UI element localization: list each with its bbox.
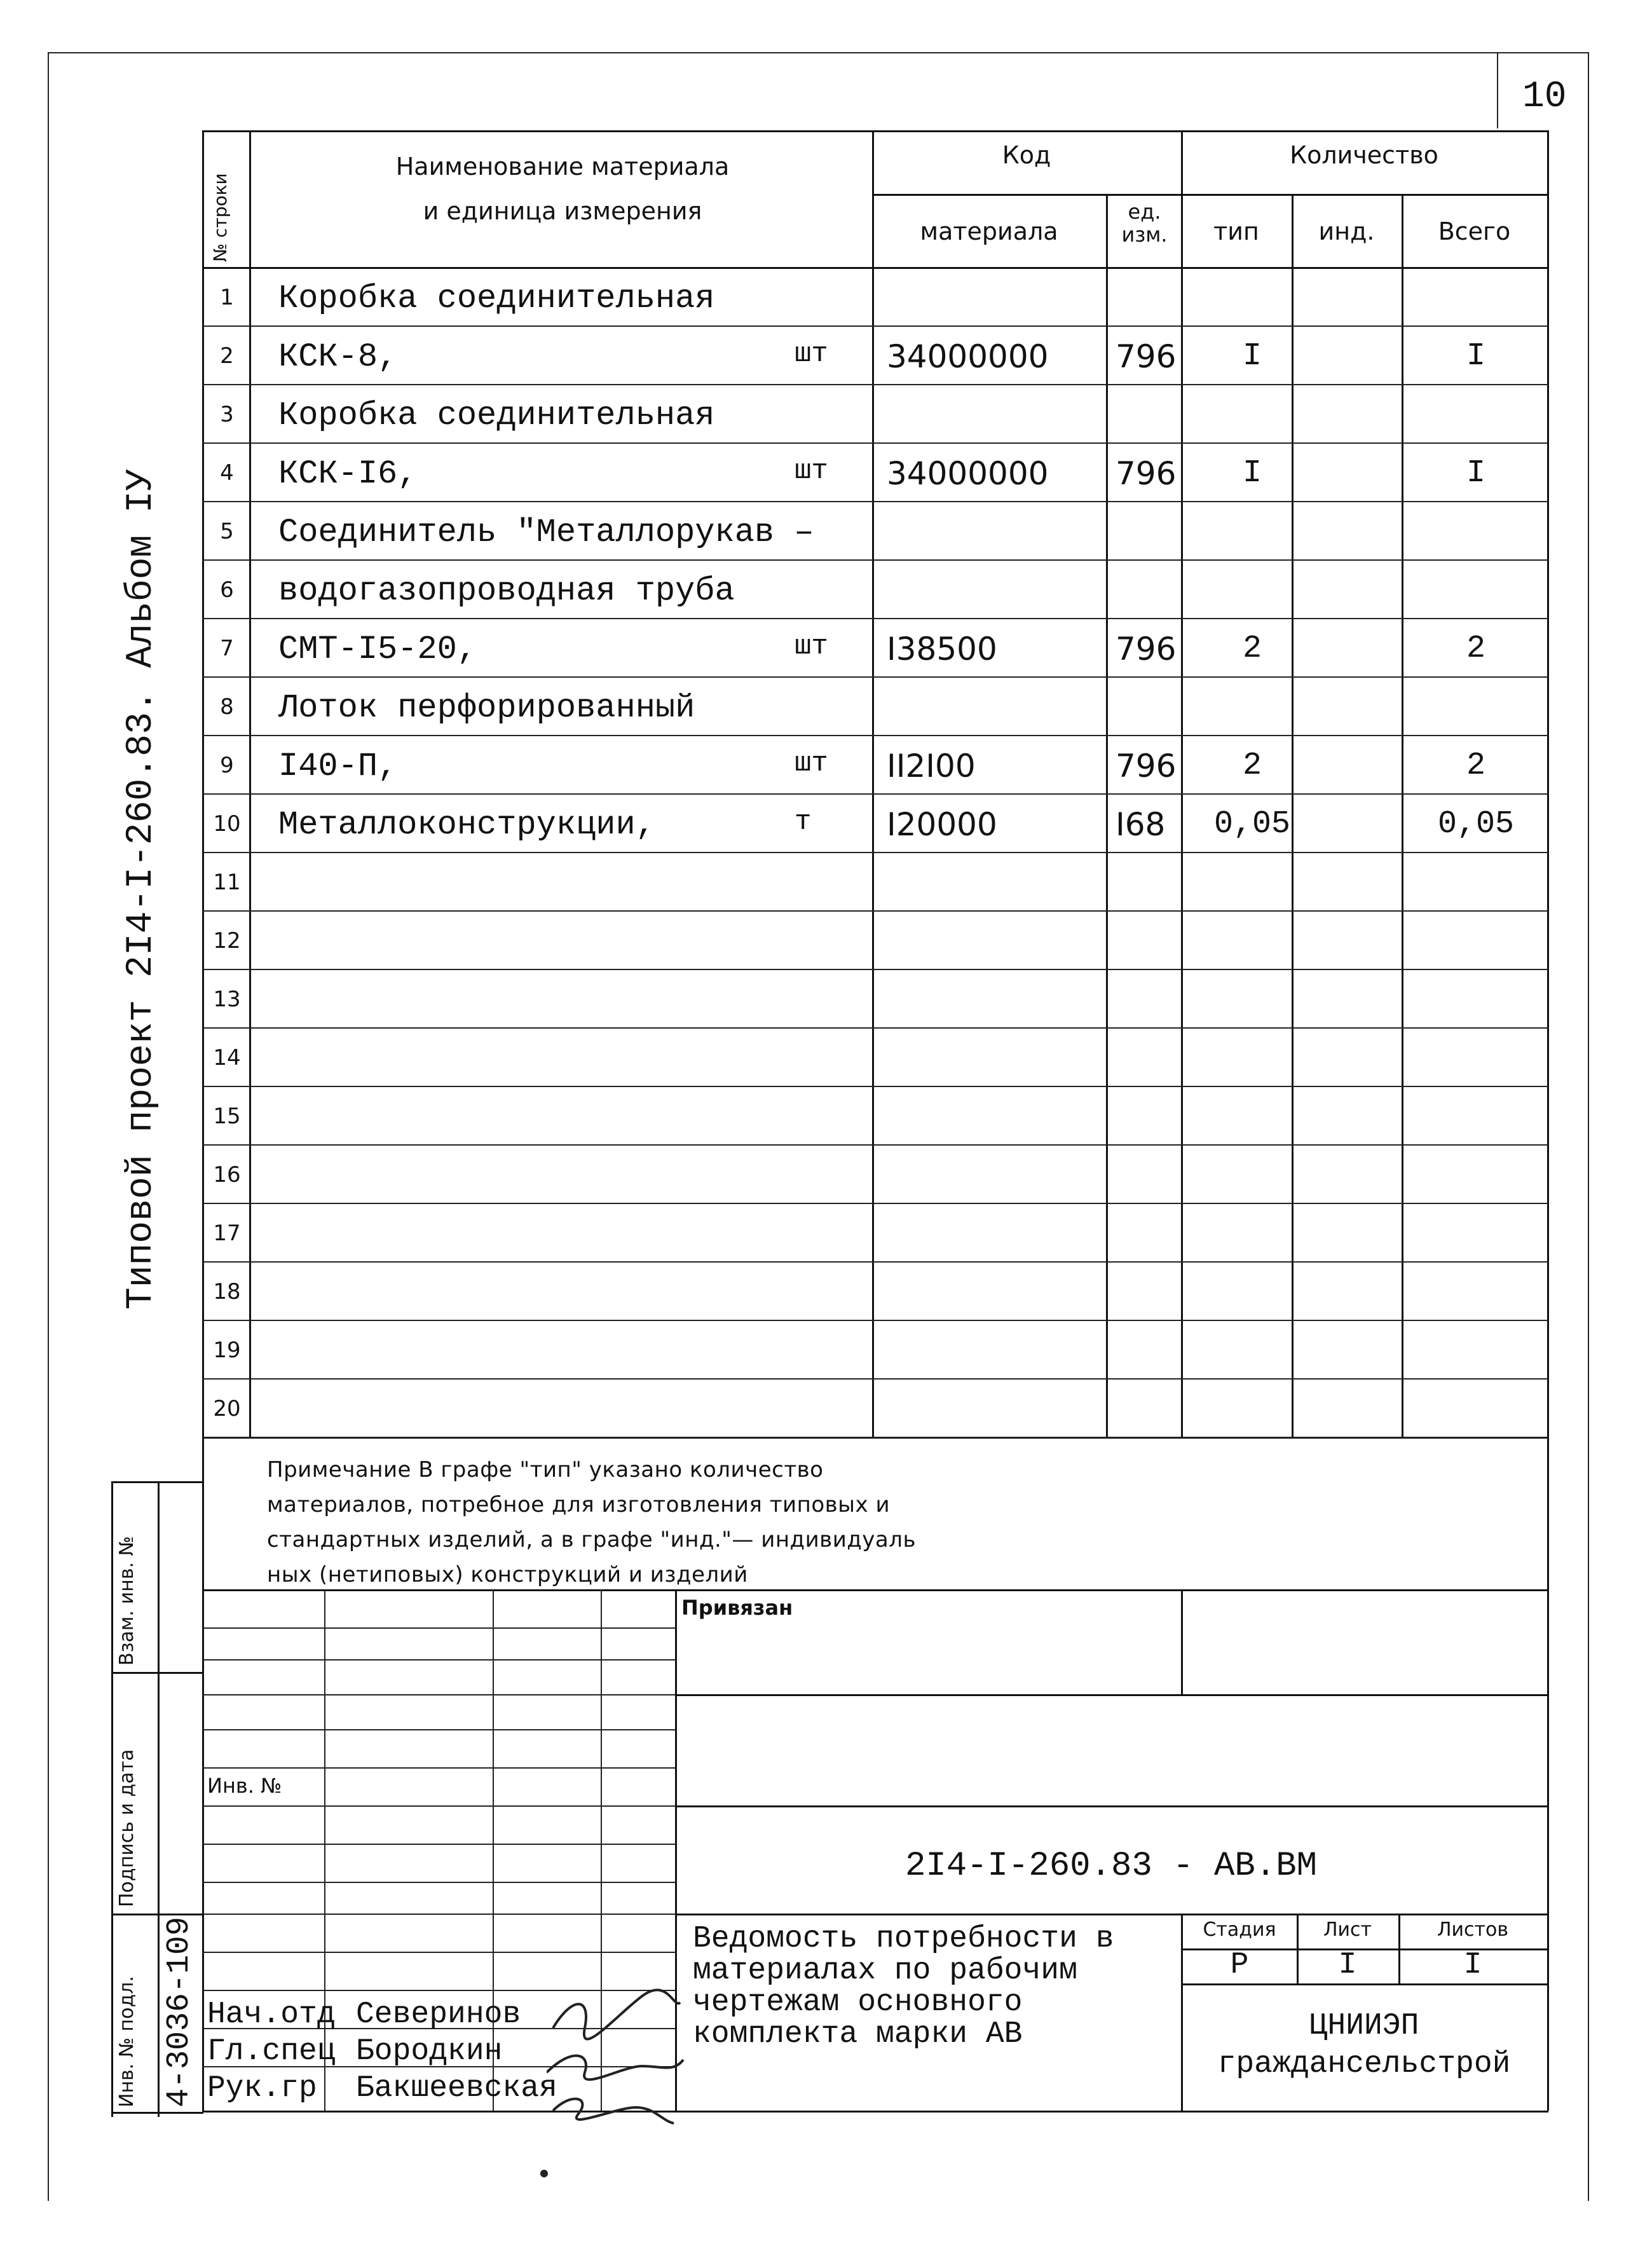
row-number: 13 — [213, 987, 241, 1012]
row-total-qty: 2 — [1466, 748, 1485, 784]
row-number: 3 — [220, 402, 234, 427]
stamp-top — [202, 1589, 1548, 1591]
stamp-privyazan: Привязан — [681, 1596, 793, 1620]
row-name: Коробка соединительная — [278, 280, 715, 317]
stamp-bottom — [202, 2111, 1548, 2113]
margin-inv-podl: Инв. № подл. — [116, 1976, 138, 2107]
stamp-sheets: I — [1463, 1948, 1482, 1982]
stamp-grid-row-2 — [202, 1694, 675, 1695]
stamp-sheets-label: Листов — [1437, 1919, 1509, 1941]
role-1-name: Северинов — [356, 1997, 521, 2032]
table-top — [202, 130, 1548, 132]
row-separator — [202, 1437, 1548, 1438]
role-3-name: Бакшеевская — [356, 2071, 557, 2106]
stamp-org-line-1: ЦНИИЭП — [1309, 2009, 1419, 2043]
stamp-grid-row-8 — [202, 1914, 675, 1915]
row-separator — [202, 1261, 1548, 1263]
note — [267, 1453, 916, 1592]
row-number: 12 — [213, 928, 241, 954]
row-separator — [202, 618, 1548, 619]
note-line-3: стандартных изделий, а в графе "инд."— индивидуаль — [267, 1527, 917, 1552]
row-unit: т — [795, 806, 812, 838]
row-number: 14 — [213, 1045, 241, 1071]
row-code: 34000000 — [887, 455, 1049, 492]
row-type-qty: I — [1242, 338, 1262, 374]
row-separator — [202, 1203, 1548, 1204]
col-line-3 — [1106, 194, 1108, 1437]
row-number: 6 — [220, 577, 234, 603]
row-unit: шт — [795, 455, 828, 487]
row-total-qty: 0,05 — [1437, 806, 1515, 842]
header-qty-ind: инд. — [1318, 217, 1375, 245]
row-code: I20000 — [887, 806, 997, 843]
stamp-privyazan-divider — [1181, 1589, 1183, 1694]
row-separator — [202, 735, 1548, 736]
role-1: Нач.отд — [207, 1997, 336, 2032]
table-left — [202, 130, 204, 2111]
stamp-sheet: I — [1338, 1948, 1357, 1982]
margin-left-line — [111, 1481, 113, 2117]
row-separator — [202, 1086, 1548, 1087]
row-type-qty: I — [1242, 455, 1262, 491]
stamp-stage: Р — [1230, 1948, 1249, 1982]
margin-vzam: Взам. инв. № — [116, 1536, 138, 1666]
row-separator — [202, 559, 1548, 561]
row-total-qty: 2 — [1466, 631, 1485, 667]
signature-3 — [553, 2099, 674, 2123]
row-uom: 796 — [1116, 455, 1177, 492]
stamp-grid-row-7 — [202, 1882, 675, 1883]
row-number: 4 — [220, 460, 234, 486]
header-code-unit: ед. изм. — [1121, 200, 1168, 247]
stamp-inv-no: Инв. № — [207, 1774, 282, 1798]
row-number: 9 — [220, 753, 234, 778]
margin-podpis: Подпись и дата — [116, 1749, 138, 1907]
outer-border-right — [1588, 52, 1589, 2201]
stamp-title — [693, 1923, 1114, 2050]
row-separator — [202, 1378, 1548, 1380]
row-separator — [202, 1144, 1548, 1146]
row-number: 7 — [220, 636, 234, 661]
header-name-line1: Наименование материала — [395, 153, 730, 181]
stamp-line-1 — [675, 1694, 1547, 1696]
margin-line-1 — [111, 1672, 203, 1674]
margin-top-line — [111, 1481, 203, 1483]
row-separator — [202, 793, 1548, 795]
row-separator — [202, 969, 1548, 970]
header-bottom-line — [202, 267, 1548, 269]
row-separator — [202, 1320, 1548, 1321]
stamp-line-3 — [675, 1914, 1547, 1915]
header-quantity: Количество — [1290, 141, 1438, 169]
row-uom: I68 — [1116, 806, 1166, 843]
stamp-grid-row-5 — [202, 1805, 675, 1807]
stamp-doc-code: 2I4-I-260.83 - АВ.ВМ — [905, 1847, 1318, 1886]
header-code-material: материала — [920, 217, 1058, 245]
stamp-right — [1547, 1589, 1549, 2111]
row-number: 1 — [220, 285, 234, 310]
stamp-grid-col-0 — [324, 1589, 325, 2111]
outer-border-left — [48, 52, 49, 2201]
row-total-qty: I — [1466, 338, 1485, 374]
page-number: 10 — [1522, 76, 1567, 118]
row-type-qty: 2 — [1242, 631, 1262, 667]
row-separator — [202, 852, 1548, 853]
stamp-title-line-2: материалах по рабочим — [693, 1954, 1077, 1988]
signatures — [547, 1971, 686, 2136]
role-3: Рук.гр — [207, 2071, 317, 2106]
row-code: I38500 — [887, 631, 997, 668]
row-unit: шт — [795, 631, 828, 662]
row-name: Лоток перфорированный — [278, 689, 695, 727]
row-name: КСК-8, — [278, 338, 398, 376]
col-line-6 — [1402, 194, 1403, 1437]
margin-bottom-line — [111, 2112, 203, 2114]
margin-line-2 — [111, 1914, 203, 1915]
outer-border-top — [48, 52, 1589, 53]
row-number: 11 — [213, 870, 241, 895]
note-line-4: ных (нетиповых) конструкций и изделий — [267, 1562, 748, 1587]
page-number-divider — [1497, 52, 1498, 128]
stamp-grid-row-0 — [202, 1627, 675, 1629]
role-2-name: Бородкин — [356, 2034, 503, 2069]
row-number: 15 — [213, 1104, 241, 1129]
row-separator — [202, 676, 1548, 678]
stamp-line-2 — [675, 1805, 1547, 1807]
header-name-line2: и единица измерения — [423, 197, 702, 225]
row-name: Коробка соединительная — [278, 397, 715, 434]
stamp-stage-label: Стадия — [1203, 1919, 1276, 1941]
stamp-grid-row-3 — [202, 1729, 675, 1730]
signature-1 — [553, 1990, 680, 2039]
stamp-title-line-4: комплекта марки АВ — [693, 2017, 1023, 2051]
stamp-grid-row-4 — [202, 1767, 675, 1769]
row-unit: шт — [795, 338, 828, 370]
row-number: 16 — [213, 1162, 241, 1188]
stamp-title-line-3: чертежам основного — [693, 1985, 1023, 2020]
header-row-number: № строки — [210, 173, 231, 262]
header-qty-total: Всего — [1438, 217, 1511, 245]
margin-inv-podl-value: 4-3036-109 — [161, 1916, 198, 2107]
punch-dot — [540, 2170, 548, 2177]
row-uom: 796 — [1116, 748, 1177, 784]
row-separator — [202, 325, 1548, 327]
row-unit: шт — [795, 748, 828, 779]
row-number: 20 — [213, 1396, 241, 1421]
row-number: 19 — [213, 1338, 241, 1363]
row-name: СМТ-I5-20, — [278, 631, 477, 668]
stamp-title-line-1: Ведомость потребности в — [693, 1922, 1114, 1956]
row-code: 34000000 — [887, 338, 1049, 375]
role-2: Гл.спец — [207, 2034, 336, 2069]
row-type-qty: 2 — [1242, 748, 1262, 784]
row-name: Соединитель "Металлорукав – — [278, 514, 814, 551]
row-name: Металлоконструкции, — [278, 806, 655, 844]
note-line-2: материалов, потребное для изготовления типовых и — [267, 1492, 891, 1517]
stamp-grid-row-9 — [202, 1952, 675, 1953]
row-code: II2I00 — [887, 748, 976, 784]
row-separator — [202, 442, 1548, 444]
row-number: 5 — [220, 519, 234, 544]
header-sub-line — [872, 194, 1547, 196]
row-uom: 796 — [1116, 631, 1177, 668]
side-title: Типовой проект 2I4-I-260.83. Альбом IУ — [121, 469, 162, 1310]
stamp-grid-col-1 — [493, 1589, 494, 2111]
row-number: 18 — [213, 1279, 241, 1305]
row-number: 2 — [220, 343, 234, 369]
row-name: I40-П, — [278, 748, 398, 785]
row-name: КСК-I6, — [278, 455, 418, 493]
row-separator — [202, 384, 1548, 385]
row-separator — [202, 501, 1548, 502]
stamp-org-line-2: граждансельстрой — [1217, 2047, 1511, 2081]
stamp-grid-row-1 — [202, 1659, 675, 1661]
row-number: 8 — [220, 694, 234, 720]
margin-mid-line — [158, 1481, 160, 2117]
row-separator — [202, 1027, 1548, 1029]
stamp-stage-bottom — [1181, 1983, 1547, 1985]
row-number: 17 — [213, 1221, 241, 1246]
row-uom: 796 — [1116, 338, 1177, 375]
header-qty-type: тип — [1213, 217, 1259, 245]
stamp-sheet-label: Лист — [1323, 1919, 1372, 1941]
row-name: водогазопроводная труба — [278, 572, 735, 610]
stamp-grid-row-6 — [202, 1844, 675, 1845]
row-number: 10 — [213, 811, 241, 837]
row-separator — [202, 910, 1548, 912]
row-total-qty: I — [1466, 455, 1485, 491]
header-code: Код — [1002, 141, 1051, 169]
signature-2 — [547, 2056, 683, 2080]
row-type-qty: 0,05 — [1213, 806, 1291, 842]
note-line-1: Примечание В графе "тип" указано количество — [267, 1457, 824, 1483]
